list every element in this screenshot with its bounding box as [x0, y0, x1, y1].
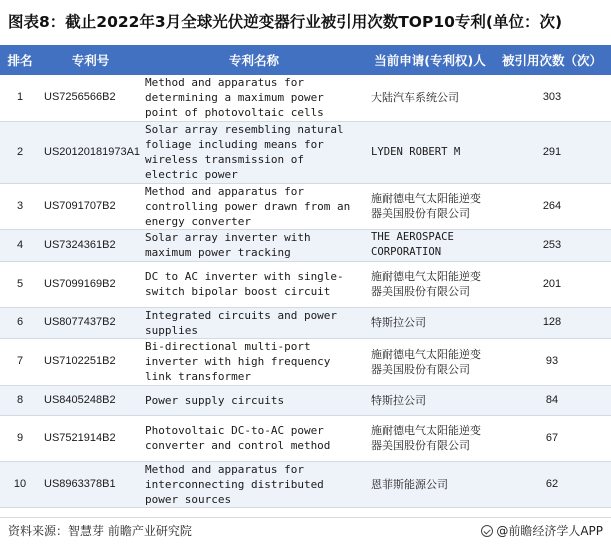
citations-cell: 201: [493, 261, 611, 307]
patent-name-cell: Method and apparatus for determining a maximum power point of photovoltaic cells: [141, 75, 367, 121]
table-row: [0, 307, 611, 338]
rank-cell: 1: [0, 75, 40, 121]
citations-cell: 67: [493, 415, 611, 461]
brand-credit: [481, 522, 603, 539]
rank-cell: 4: [0, 230, 40, 261]
rank-cell: 8: [0, 385, 40, 415]
owner-cell: 施耐德电气太阳能逆变器美国股份有限公司: [367, 183, 493, 230]
header-rank: 排名: [0, 45, 40, 75]
brand-logo-icon: [481, 525, 493, 537]
table-row: [0, 183, 611, 230]
rank-cell: 10: [0, 461, 40, 508]
citations-cell: 93: [493, 339, 611, 386]
rank-cell: 6: [0, 307, 40, 338]
table-row: [0, 121, 611, 183]
source-note: 资料来源：智慧芽 前瞻产业研究院: [8, 524, 192, 538]
citations-cell: 128: [493, 307, 611, 338]
patent-number-cell: US20120181973A1: [40, 121, 141, 183]
patent-name-cell: Integrated circuits and power supplies: [141, 307, 367, 338]
patent-name-cell: Bi-directional multi-port inverter with high frequency link transformer: [141, 339, 367, 386]
owner-cell: LYDEN ROBERT M: [367, 121, 493, 183]
citations-cell: 84: [493, 385, 611, 415]
patent-number-cell: US7256566B2: [40, 75, 141, 121]
owner-cell: 特斯拉公司: [367, 307, 493, 338]
table-row: [0, 230, 611, 261]
patent-name-cell: Method and apparatus for interconnecting distributed power sources: [141, 461, 367, 508]
patent-table: [0, 45, 611, 508]
table-header-row: [0, 45, 611, 75]
citations-cell: 291: [493, 121, 611, 183]
citations-cell: 264: [493, 183, 611, 230]
rank-cell: 9: [0, 415, 40, 461]
owner-cell: 特斯拉公司: [367, 385, 493, 415]
owner-cell: 大陆汽车系统公司: [367, 75, 493, 121]
patent-number-cell: US7102251B2: [40, 339, 141, 386]
patent-number-cell: US8077437B2: [40, 307, 141, 338]
table-row: [0, 75, 611, 121]
citations-cell: 62: [493, 461, 611, 508]
table-row: [0, 385, 611, 415]
citations-cell: 303: [493, 75, 611, 121]
patent-number-cell: US7091707B2: [40, 183, 141, 230]
rank-cell: 3: [0, 183, 40, 230]
owner-cell: 施耐德电气太阳能逆变器美国股份有限公司: [367, 339, 493, 386]
table-row: [0, 261, 611, 307]
rank-cell: 7: [0, 339, 40, 386]
owner-cell: 恩菲斯能源公司: [367, 461, 493, 508]
header-owner: 当前申请(专利权)人: [367, 45, 493, 75]
owner-cell: 施耐德电气太阳能逆变器美国股份有限公司: [367, 415, 493, 461]
patent-name-cell: Solar array inverter with maximum power tracking: [141, 230, 367, 261]
footer: [0, 517, 611, 540]
table-row: [0, 339, 611, 386]
patent-name-cell: Power supply circuits: [141, 385, 367, 415]
patent-number-cell: US7521914B2: [40, 415, 141, 461]
header-citations: 被引用次数（次）: [493, 45, 611, 75]
table-row: [0, 415, 611, 461]
patent-number-cell: US7324361B2: [40, 230, 141, 261]
patent-name-cell: DC to AC inverter with single-switch bipolar boost circuit: [141, 261, 367, 307]
header-patent-name: 专利名称: [141, 45, 367, 75]
rank-cell: 5: [0, 261, 40, 307]
citations-cell: 253: [493, 230, 611, 261]
owner-cell: THE AEROSPACE CORPORATION: [367, 230, 493, 261]
brand-label: @前瞻经济学人APP: [496, 524, 603, 538]
patent-number-cell: US8405248B2: [40, 385, 141, 415]
patent-name-cell: Method and apparatus for controlling power drawn from an energy converter: [141, 183, 367, 230]
table-row: [0, 461, 611, 508]
owner-cell: 施耐德电气太阳能逆变器美国股份有限公司: [367, 261, 493, 307]
patent-number-cell: US7099169B2: [40, 261, 141, 307]
patent-name-cell: Solar array resembling natural foliage including means for wireless transmission of electric power: [141, 121, 367, 183]
header-patent-no: 专利号: [40, 45, 141, 75]
patent-name-cell: Photovoltaic DC-to-AC power converter and control method: [141, 415, 367, 461]
chart-title: 图表8：截止2022年3月全球光伏逆变器行业被引用次数TOP10专利(单位：次): [8, 13, 563, 31]
rank-cell: 2: [0, 121, 40, 183]
patent-number-cell: US8963378B1: [40, 461, 141, 508]
